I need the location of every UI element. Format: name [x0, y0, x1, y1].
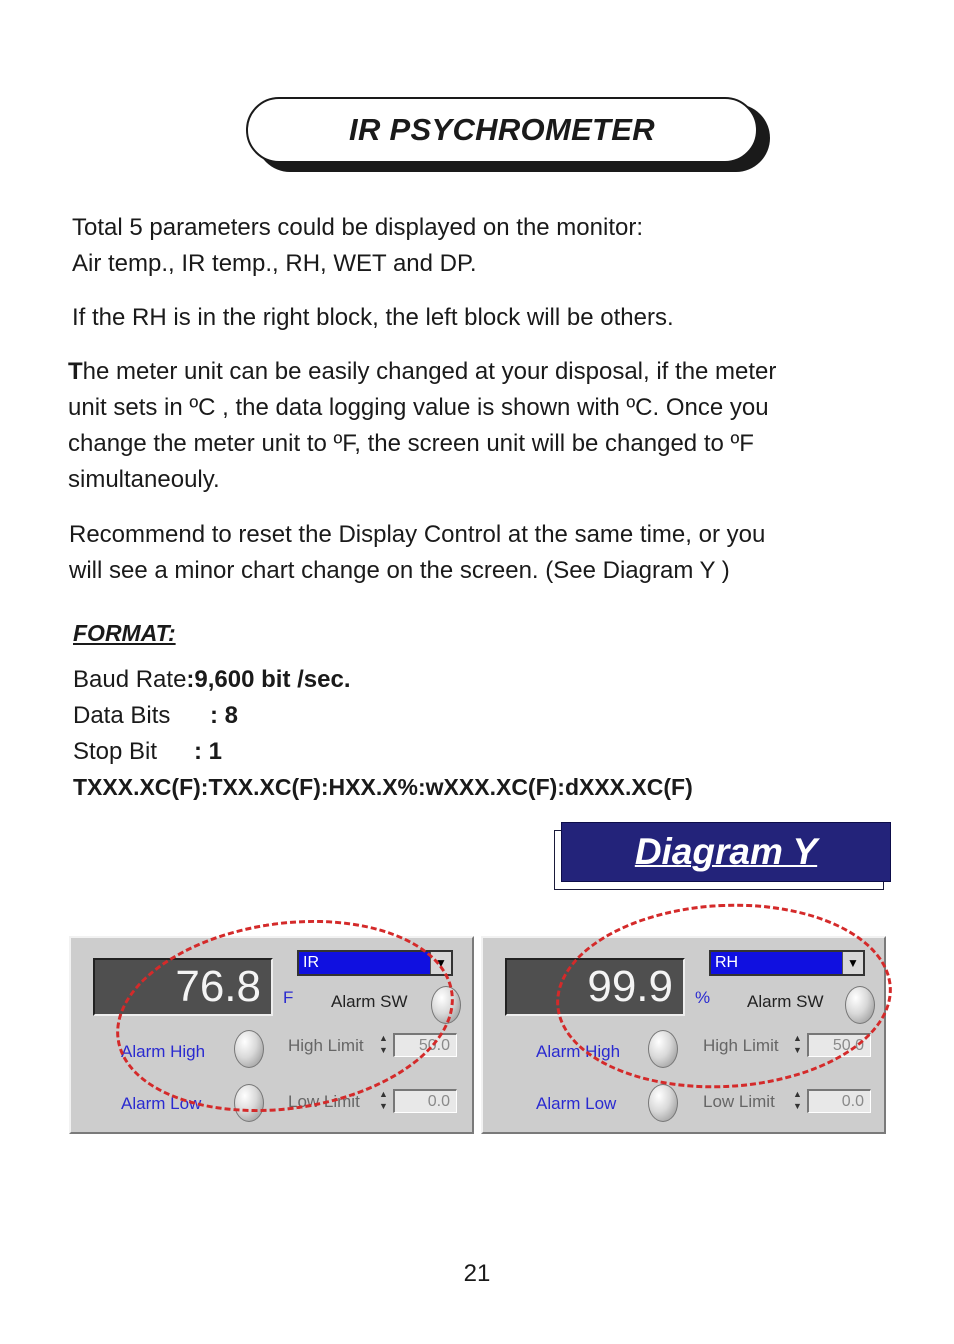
intro-line-2: Air temp., IR temp., RH, WET and DP.: [72, 250, 477, 277]
low-limit-spinner[interactable]: ▲ ▼: [793, 1089, 802, 1111]
low-limit-spinner[interactable]: ▲ ▼: [379, 1089, 388, 1111]
recommend-line-1: Recommend to reset the Display Control at the same time, or you: [69, 521, 766, 548]
chevron-down-icon[interactable]: ▼: [842, 952, 863, 974]
data-bits-value: : 8: [210, 702, 239, 729]
chevron-down-icon[interactable]: ▼: [430, 952, 451, 974]
low-limit-label: Low Limit: [288, 1092, 360, 1111]
intro-line-1: Total 5 parameters could be displayed on the monitor:: [72, 214, 643, 241]
high-limit-input[interactable]: 50.0: [807, 1033, 871, 1057]
low-limit-label: Low Limit: [703, 1092, 775, 1111]
high-limit-label: High Limit: [703, 1036, 779, 1055]
diagram-label-box: [561, 822, 891, 882]
unit-label: F: [283, 988, 294, 1007]
alarm-low-label: Alarm Low: [536, 1094, 617, 1113]
high-limit-input[interactable]: 50.0: [393, 1033, 457, 1057]
high-limit-label: High Limit: [288, 1036, 364, 1055]
alarm-low-label: Alarm Low: [121, 1094, 202, 1113]
intro-paragraph: [72, 210, 643, 282]
reading-display: 99.9: [505, 958, 685, 1016]
baud-rate-value: :9,600 bit /sec.: [186, 666, 351, 693]
high-limit-spinner[interactable]: ▲ ▼: [793, 1033, 802, 1055]
data-bits-row: [73, 702, 238, 730]
rh-block-paragraph: If the RH is in the right block, the left block will be others.: [72, 304, 674, 331]
meter-unit-line-2: unit sets in ºC , the data logging value is shown with ºC. Once you: [68, 394, 769, 421]
drop-letter: T: [68, 358, 83, 385]
low-limit-input[interactable]: 0.0: [807, 1089, 871, 1113]
unit-label: %: [695, 988, 711, 1007]
page-number: 21: [463, 1260, 491, 1287]
stop-bit-row: [73, 738, 222, 766]
alarm-high-label: Alarm High: [121, 1042, 206, 1061]
meter-unit-line-3: change the meter unit to ºF, the screen unit will be changed to ºF: [68, 430, 754, 457]
stop-bit-label: Stop Bit: [73, 738, 158, 765]
baud-rate-row: [73, 666, 351, 694]
alarm-sw-label: Alarm SW: [331, 992, 408, 1011]
parameter-select-value: IR: [303, 954, 319, 971]
meter-unit-paragraph: [68, 354, 776, 498]
format-string: TXXX.XC(F):TXX.XC(F):HXX.X%:wXXX.XC(F):dXXX.XC(F): [73, 774, 693, 800]
alarm-high-label: Alarm High: [536, 1042, 621, 1061]
diagram-label: Diagram Y: [634, 831, 818, 872]
alarm-sw-label: Alarm SW: [747, 992, 824, 1011]
low-limit-input[interactable]: 0.0: [393, 1089, 457, 1113]
parameter-select-value: RH: [715, 954, 739, 971]
recommend-paragraph: [69, 517, 765, 589]
high-limit-spinner[interactable]: ▲ ▼: [379, 1033, 388, 1055]
recommend-line-2: will see a minor chart change on the screen. (See Diagram Y ): [69, 557, 730, 584]
baud-rate-label: Baud Rate: [73, 666, 187, 693]
format-heading: FORMAT:: [73, 620, 176, 646]
page-title: IR PSYCHROMETER: [246, 97, 758, 163]
reading-display: 76.8: [93, 958, 273, 1016]
meter-unit-line-4: simultaneouly.: [68, 466, 220, 493]
meter-unit-line-1: [68, 354, 776, 390]
meter-unit-line-1-text: he meter unit can be easily changed at your disposal, if the meter: [82, 358, 777, 385]
alarm-low-indicator: [648, 1084, 678, 1122]
stop-bit-value: : 1: [194, 738, 223, 765]
data-bits-label: Data Bits: [73, 702, 171, 729]
